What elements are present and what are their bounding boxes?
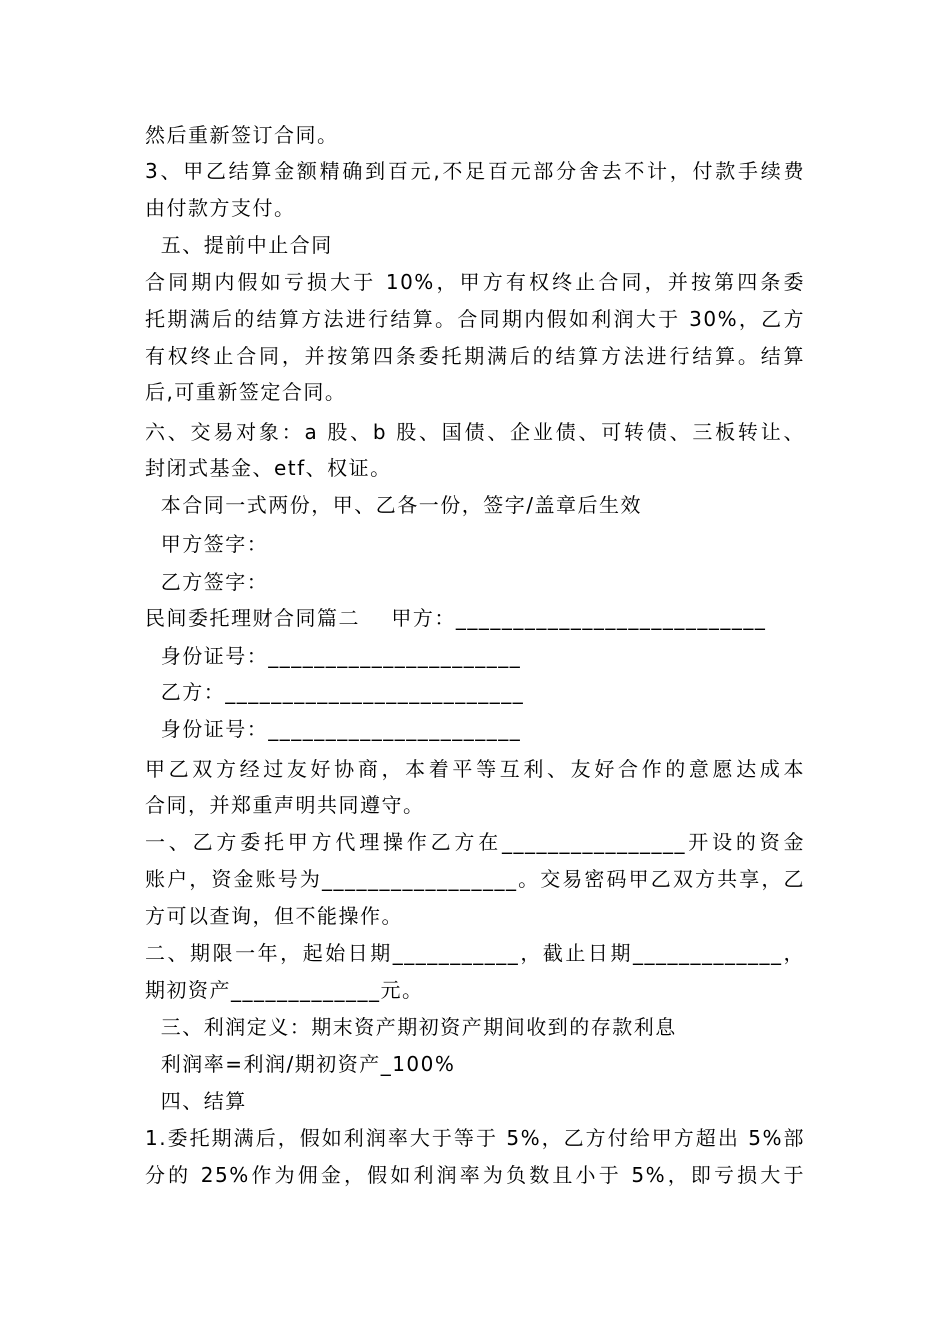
signature-line-party-b: 乙方签字： [145, 570, 269, 594]
formula-line: 利润率=利润/期初资产_100% [145, 1052, 456, 1076]
text-line: 期初资产_____________元。 [145, 978, 424, 1002]
text-line: 账户，资金账号为_________________。交易密码甲乙双方共享，乙 [145, 867, 805, 891]
text-line: 1.委托期满后，假如利润率大于等于 5%，乙方付给甲方超出 5%部 [145, 1126, 805, 1150]
text-line: 合同期内假如亏损大于 10%，甲方有权终止合同，并按第四条委 [145, 270, 805, 294]
section-heading: 五、提前中止合同 [145, 233, 333, 257]
text-line: 甲乙双方经过友好协商，本着平等互利、友好合作的意愿达成本 [145, 757, 805, 781]
text-line: 然后重新签订合同。 [145, 123, 339, 147]
text-line: 封闭式基金、etf、权证。 [145, 456, 392, 480]
text-line: 合同，并郑重声明共同遵守。 [145, 793, 425, 817]
text-line: 由付款方支付。 [145, 196, 296, 220]
text-line: 二、期限一年，起始日期___________，截止日期_____________， [145, 941, 805, 965]
section-heading: 四、结算 [145, 1089, 247, 1113]
text-line: 一、乙方委托甲方代理操作乙方在________________开设的资金 [145, 830, 805, 854]
party-b-line: 乙方：__________________________ [145, 680, 525, 704]
text-line: 分的 25%作为佣金，假如利润率为负数且小于 5%，即亏损大于 [145, 1163, 805, 1187]
text-line: 有权终止合同，并按第四条委托期满后的结算方法进行结算。结算 [145, 344, 805, 368]
text-line: 本合同一式两份，甲、乙各一份，签字/盖章后生效 [145, 493, 642, 517]
text-line: 方可以查询，但不能操作。 [145, 904, 403, 928]
contract-title-line: 民间委托理财合同篇二 甲方：___________________________ [145, 606, 767, 630]
text-line: 六、交易对象：a 股、b 股、国债、企业债、可转债、三板转让、 [145, 420, 805, 444]
id-number-line: 身份证号：______________________ [145, 644, 522, 668]
text-line: 3、甲乙结算金额精确到百元,不足百元部分舍去不计，付款手续费 [145, 159, 805, 183]
text-line: 后,可重新签定合同。 [145, 380, 347, 404]
section-heading: 三、利润定义：期末资产期初资产期间收到的存款利息 [145, 1015, 677, 1039]
signature-line-party-a: 甲方签字： [145, 532, 269, 556]
text-line: 托期满后的结算方法进行结算。合同期内假如利润大于 30%，乙方 [145, 307, 805, 331]
id-number-line: 身份证号：______________________ [145, 717, 522, 741]
